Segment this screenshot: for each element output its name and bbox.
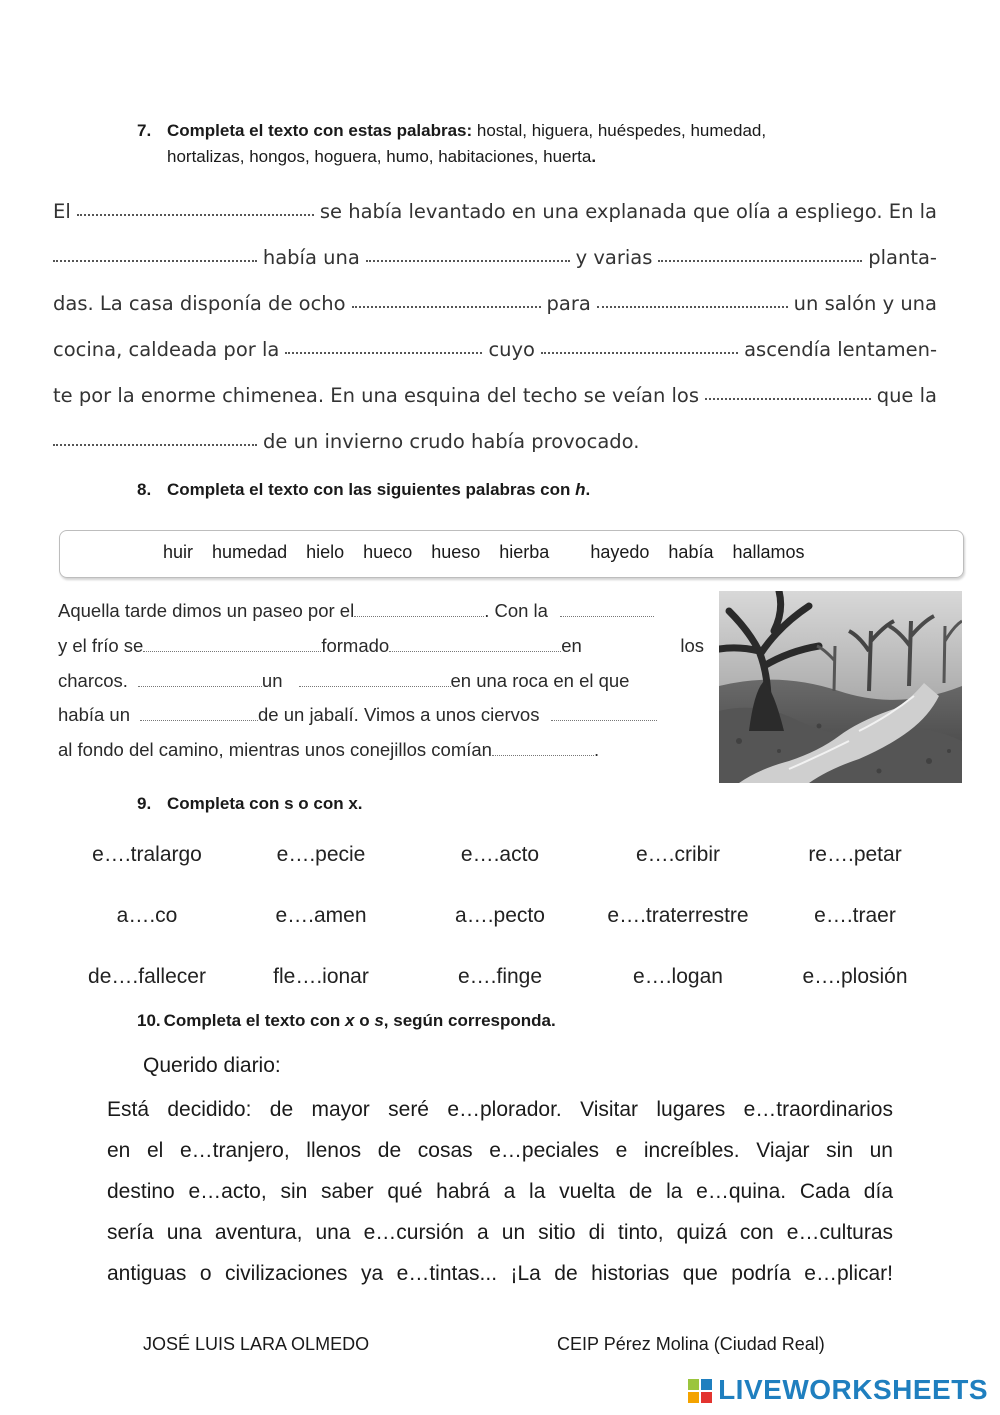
blank-input[interactable]	[658, 260, 862, 262]
ex7-line-3: das. La casa disponía de ocho para un salón y una	[53, 292, 937, 315]
word-bank-item: humedad	[212, 542, 288, 562]
ex7-line-5: te por la enorme chimenea. En una esquina del techo se veían los que la	[53, 384, 937, 407]
liveworksheets-logo-icon	[688, 1378, 712, 1402]
blank-input[interactable]	[138, 672, 262, 687]
word-bank-box	[59, 530, 964, 578]
word-bank-item: hueso	[431, 542, 481, 562]
diary-line: antiguas o civilizaciones ya e…tintas... ¡La de historias que podría e…plicar!	[107, 1262, 893, 1285]
blank-input[interactable]	[143, 637, 321, 652]
blank-input[interactable]	[53, 260, 257, 262]
word-bank	[163, 542, 819, 563]
word-item[interactable]: e….logan	[633, 965, 723, 988]
word-bank-item: hallamos	[732, 542, 805, 562]
ex8-line-1: Aquella tarde dimos un paseo por el . Con la	[58, 600, 704, 622]
word-bank-item: hayedo	[590, 542, 650, 562]
word-item[interactable]: e….cribir	[635, 843, 720, 866]
ex8-line-4: había un de un jabalí. Vimos a unos ciervos	[58, 704, 704, 726]
exercise-number: 7.	[137, 121, 152, 140]
diary-line: Está decidido: de mayor seré e…plorador. Visitar lugares e…traordinarios	[107, 1098, 893, 1121]
word-list-cont: hortalizas, hongos, hoguera, humo, habitaciones, huerta	[167, 147, 592, 166]
blank-input[interactable]	[53, 444, 257, 446]
word-bank-item: hielo	[306, 542, 345, 562]
blank-input[interactable]	[492, 741, 594, 756]
word-item[interactable]: a….co	[116, 904, 178, 927]
word-item[interactable]: e….acto	[460, 843, 540, 866]
exercise-9-heading: 9. Completa con s o con x.	[137, 794, 363, 813]
diary-line: sería una aventura, una e…cursión a un sitio di tinto, quizá con e…culturas	[107, 1221, 893, 1244]
blank-input[interactable]	[354, 602, 484, 617]
word-item[interactable]: e….tralargo	[92, 843, 202, 866]
ex7-line-6: de un invierno crudo había provocado.	[53, 430, 937, 453]
ex7-line-2: había una y varias planta-	[53, 246, 937, 269]
blank-input[interactable]	[389, 637, 561, 652]
exercise-instruction: Completa el texto con estas palabras:	[167, 121, 473, 140]
word-bank-item: había	[668, 542, 714, 562]
word-bank-item: huir	[163, 542, 194, 562]
word-item[interactable]: e….traterrestre	[607, 904, 749, 927]
blank-input[interactable]	[299, 672, 451, 687]
exercise-10-heading: 10. Completa el texto con x o s, según corresponda.	[137, 1011, 556, 1030]
blank-input[interactable]	[560, 602, 654, 617]
author-name: JOSÉ LUIS LARA OLMEDO	[143, 1334, 370, 1354]
word-item[interactable]: e….amen	[275, 904, 367, 927]
blank-input[interactable]	[366, 260, 570, 262]
liveworksheets-logo[interactable]: LIVEWORKSHEETS	[688, 1374, 988, 1406]
word-item[interactable]: e….pecie	[276, 843, 366, 866]
blank-input[interactable]	[597, 306, 788, 308]
blank-input[interactable]	[541, 352, 738, 354]
school-name: CEIP Pérez Molina (Ciudad Real)	[557, 1334, 825, 1354]
blank-input[interactable]	[285, 352, 482, 354]
word-item[interactable]: re….petar	[808, 843, 902, 866]
blank-input[interactable]	[352, 306, 541, 308]
blank-input[interactable]	[551, 706, 657, 721]
ex7-line-1: El se había levantado en una explanada que olía a espliego. En la	[53, 200, 937, 223]
blank-input[interactable]	[140, 706, 258, 721]
blank-input[interactable]	[77, 214, 314, 216]
word-bank-item: hueco	[363, 542, 413, 562]
ex7-line-4: cocina, caldeada por la cuyo ascendía lentamen-	[53, 338, 937, 361]
diary-greeting: Querido diario:	[143, 1054, 281, 1077]
ex8-line-3: charcos. un en una roca en el que	[58, 670, 630, 691]
ex8-line-5: al fondo del camino, mientras unos conejillos comían .	[58, 739, 600, 760]
exercise-8-heading: 8. Completa el texto con las siguientes palabras con h.	[137, 480, 591, 499]
word-item[interactable]: de….fallecer	[88, 965, 206, 988]
word-list: hostal, higuera, huéspedes, humedad,	[472, 121, 767, 140]
word-item[interactable]: fle….ionar	[273, 965, 369, 988]
word-item[interactable]: e….plosión	[802, 965, 908, 988]
word-bank-item: hierba	[499, 542, 550, 562]
diary-line: destino e…acto, sin saber qué habrá a la vuelta de la e…quina. Cada día	[107, 1180, 893, 1203]
forest-stream-photo	[719, 591, 962, 783]
exercise-7-heading: 7. Completa el texto con estas palabras: hostal, higuera, huéspedes, humedad, hortalizas, hongos, hoguera, humo, habitaciones, huerta.	[137, 118, 917, 170]
diary-line: en el e…tranjero, llenos de cosas e…peciales e increíbles. Viajar sin un	[107, 1139, 893, 1162]
word-item[interactable]: e….traer	[814, 904, 896, 927]
word-item[interactable]: a….pecto	[455, 904, 545, 927]
blank-input[interactable]	[705, 398, 871, 400]
ex8-line-2: y el frío se formado en los	[58, 635, 704, 656]
word-item[interactable]: e….finge	[457, 965, 543, 988]
